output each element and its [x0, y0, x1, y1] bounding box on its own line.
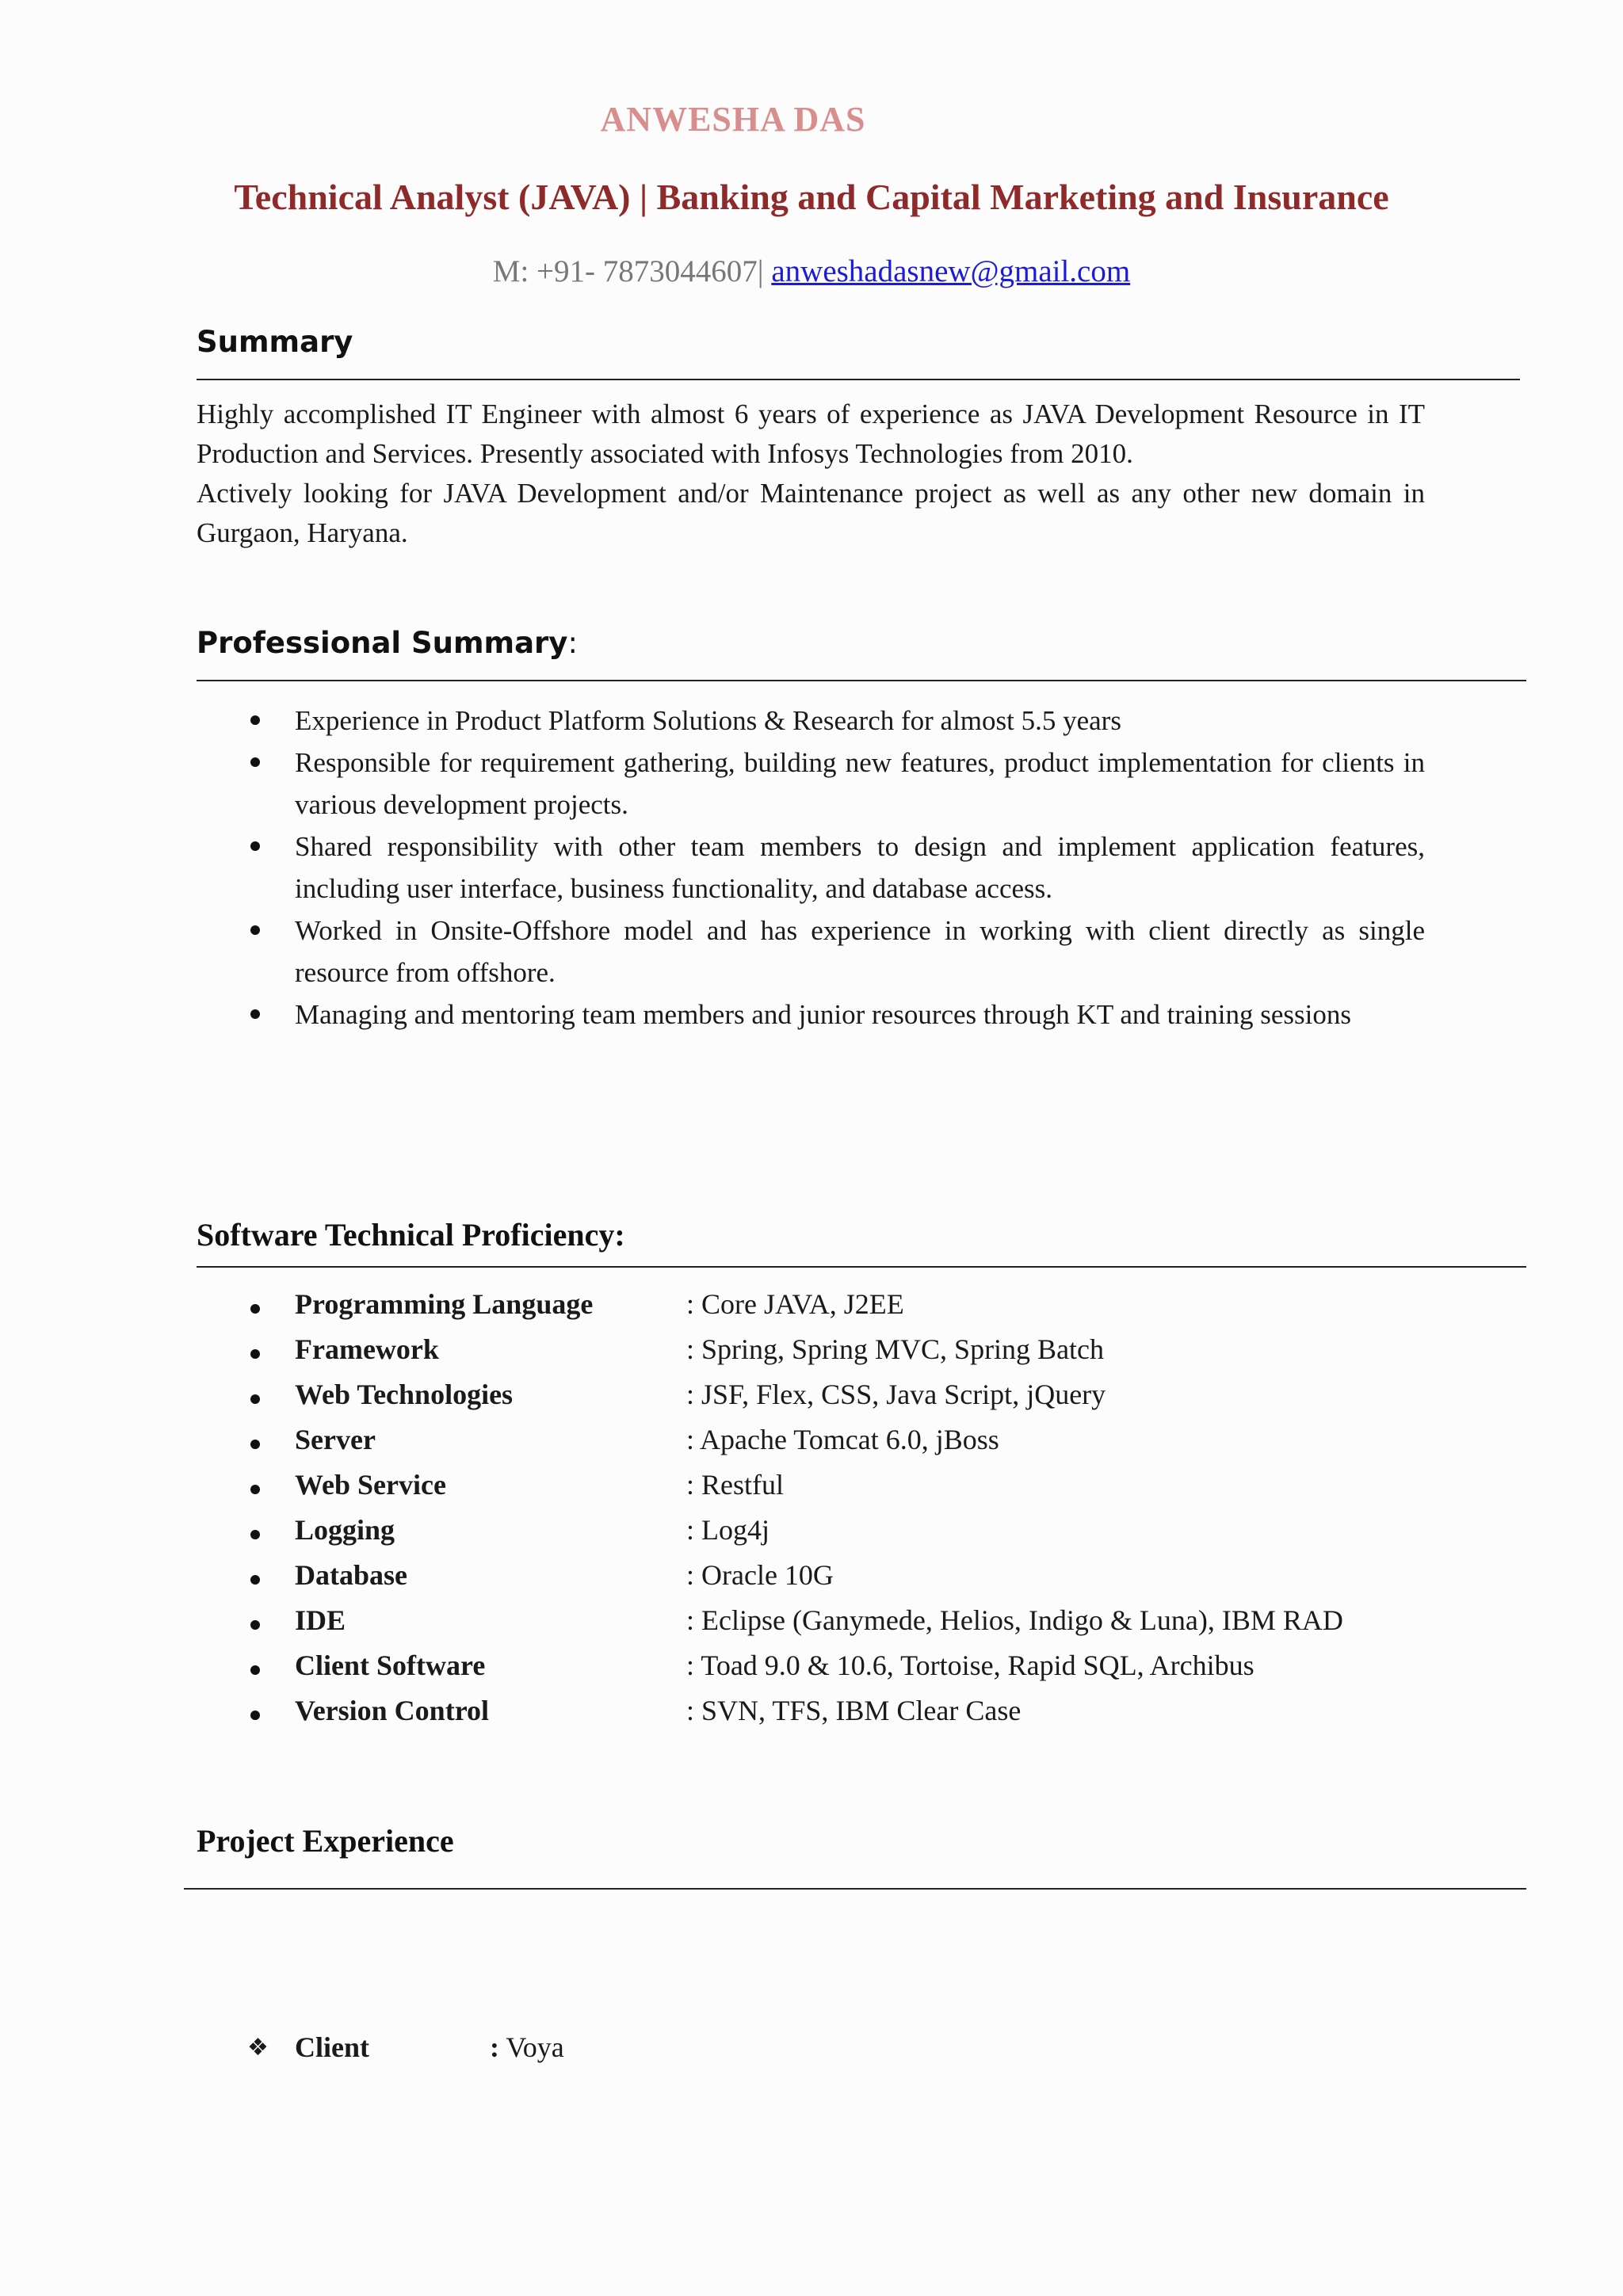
bullet-icon	[250, 1394, 260, 1404]
skill-label: Programming Language	[295, 1288, 594, 1320]
bullet-icon	[250, 1304, 260, 1314]
summary-text	[197, 395, 1425, 553]
skill-value: : SVN, TFS, IBM Clear Case	[686, 1695, 1022, 1726]
list-item-text: Worked in Onsite-Offshore model and has experience in working with client directly as single resource from offshore.	[295, 915, 1425, 988]
skill-value: : Restful	[686, 1469, 784, 1501]
skill-value: : Oracle 10G	[686, 1559, 834, 1591]
summary-heading: Summary	[197, 325, 353, 359]
bullet-icon	[250, 1575, 260, 1585]
list-item	[197, 910, 1425, 994]
phone-number: M: +91- 7873044607|	[492, 254, 764, 288]
summary-paragraph-1: Highly accomplished IT Engineer with almost 6 years of experience as JAVA Development Resource in IT Production and Services. Presently associated with Infosys Technologies from 2010.	[197, 399, 1425, 469]
skill-value: : Toad 9.0 & 10.6, Tortoise, Rapid SQL, Archibus	[686, 1650, 1254, 1681]
professional-headline: Technical Analyst (JAVA) | Banking and Capital Marketing and Insurance	[234, 177, 1389, 217]
skill-label: IDE	[295, 1604, 346, 1636]
skill-value: : Log4j	[686, 1514, 769, 1546]
skill-label: Web Technologies	[295, 1379, 514, 1410]
skill-label: Database	[295, 1559, 407, 1591]
professional-summary-colon: :	[567, 626, 578, 660]
list-item	[197, 994, 1425, 1035]
project-experience-divider	[184, 1888, 1526, 1890]
bullet-icon	[250, 715, 260, 725]
summary-paragraph-2: Actively looking for JAVA Development and/or Maintenance project as well as any other new domain in Gurgaon, Haryana.	[197, 478, 1425, 548]
list-item	[197, 826, 1425, 910]
list-item-text: Shared responsibility with other team members to design and implement application features, including user interface, business functionality, and database access.	[295, 831, 1425, 904]
bullet-icon	[250, 1530, 260, 1539]
bullet-icon	[250, 1485, 260, 1494]
skill-value: : Apache Tomcat 6.0, jBoss	[686, 1424, 999, 1455]
bullet-icon	[250, 1711, 260, 1720]
contact-line	[0, 254, 1623, 289]
bullet-icon	[250, 925, 260, 935]
professional-summary-heading	[197, 626, 578, 660]
client-name: Voya	[506, 2031, 564, 2063]
bullet-icon	[250, 1620, 260, 1630]
client-label: Client	[295, 2031, 369, 2063]
client-value	[490, 2031, 564, 2064]
bullet-icon	[250, 757, 260, 767]
email-link[interactable]: anweshadasnew@gmail.com	[771, 254, 1131, 288]
candidate-name: ANWESHA DAS	[600, 100, 866, 139]
skill-value: : Core JAVA, J2EE	[686, 1288, 904, 1320]
bullet-icon	[250, 1440, 260, 1449]
skill-value: : Spring, Spring MVC, Spring Batch	[686, 1333, 1105, 1365]
diamond-bullet-icon: ❖	[247, 2034, 269, 2061]
technical-proficiency-divider	[197, 1266, 1526, 1268]
list-item	[197, 700, 1425, 742]
skill-value: : Eclipse (Ganymede, Helios, Indigo & Luna), IBM RAD	[686, 1604, 1343, 1636]
bullet-icon	[250, 841, 260, 851]
professional-summary-divider	[197, 680, 1526, 681]
bullet-icon	[250, 1665, 260, 1675]
skill-label: Client Software	[295, 1650, 486, 1681]
skill-label: Server	[295, 1424, 376, 1455]
skill-label: Version Control	[295, 1695, 490, 1726]
bullet-icon	[250, 1349, 260, 1359]
list-item-text: Experience in Product Platform Solutions & Research for almost 5.5 years	[295, 705, 1121, 736]
skill-label: Logging	[295, 1514, 395, 1546]
list-item-text: Responsible for requirement gathering, building new features, product implementation for clients in various development projects.	[295, 747, 1425, 820]
technical-proficiency-heading: Software Technical Proficiency:	[197, 1217, 625, 1253]
skill-label: Framework	[295, 1333, 439, 1365]
client-colon: :	[490, 2031, 499, 2063]
skill-value: : JSF, Flex, CSS, Java Script, jQuery	[686, 1379, 1106, 1410]
skill-label: Web Service	[295, 1469, 446, 1501]
professional-summary-title: Professional Summary	[197, 626, 568, 660]
project-experience-heading: Project Experience	[197, 1823, 454, 1859]
professional-summary-list	[197, 700, 1425, 1035]
summary-divider	[197, 379, 1520, 380]
bullet-icon	[250, 1009, 260, 1019]
list-item-text: Managing and mentoring team members and junior resources through KT and training sessions	[295, 999, 1351, 1030]
list-item	[197, 742, 1425, 826]
